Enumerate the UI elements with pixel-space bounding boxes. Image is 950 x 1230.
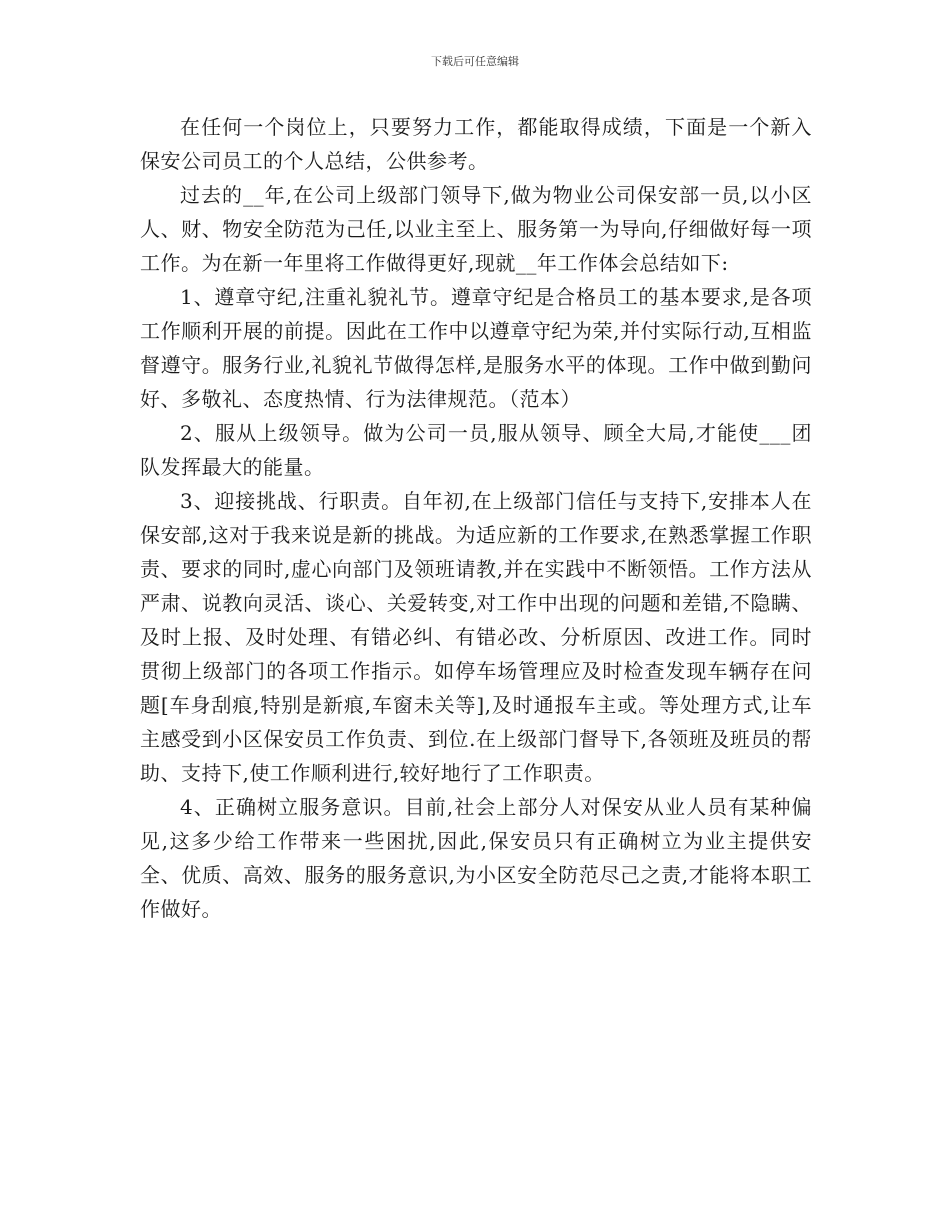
paragraph-point-4: 4、正确树立服务意识。目前,社会上部分人对保安从业人员有某种偏见,这多少给工作带来一些困扰,因此,保安员只有正确树立为业主提供安全、优质、高效、服务的服务意识,为小区安全防范尽己之责,才能将本职工作做好。 [140,795,812,921]
page-header-note: 下载后可任意编辑 [431,55,519,68]
paragraph-overview: 过去的__年,在公司上级部门领导下,做为物业公司保安部一员,以小区人、财、物安全防范为己任,以业主至上、服务第一为导向,仔细做好每一项工作。为在新一年里将工作做得更好,现就__年工作体会总结如下: [140,183,812,275]
paragraph-intro: 在任何一个岗位上，只要努力工作，都能取得成绩，下面是一个新入保安公司员工的个人总结，公供参考。 [140,115,812,173]
document-body [140,110,812,926]
paragraph-point-2: 2、服从上级领导。做为公司一员,服从领导、顾全大局,才能使___团队发挥最大的能量。 [140,421,812,479]
paragraph-point-1: 1、遵章守纪,注重礼貌礼节。遵章守纪是合格员工的基本要求,是各项工作顺利开展的前提。因此在工作中以遵章守纪为荣,并付实际行动,互相监督遵守。服务行业,礼貌礼节做得怎样,是服务水平的体现。工作中做到勤问好、多敬礼、态度热情、行为法律规范。（范本） [140,285,812,411]
paragraph-point-3: 3、迎接挑战、行职责。自年初,在上级部门信任与支持下,安排本人在保安部,这对于我来说是新的挑战。为适应新的工作要求,在熟悉掌握工作职责、要求的同时,虚心向部门及领班请教,并在实践中不断领悟。工作方法从严肃、说教向灵活、谈心、关爱转变,对工作中出现的问题和差错,不隐瞒、及时上报、及时处理、有错必纠、有错必改、分析原因、改进工作。同时贯彻上级部门的各项工作指示。如停车场管理应及时检查发现车辆存在问题[车身刮痕,特别是新痕,车窗未关等],及时通报车主或。等处理方式,让车主感受到小区保安员工作负责、到位.在上级部门督导下,各领班及班员的帮助、支持下,使工作顺利进行,较好地行了工作职责。 [140,489,812,785]
